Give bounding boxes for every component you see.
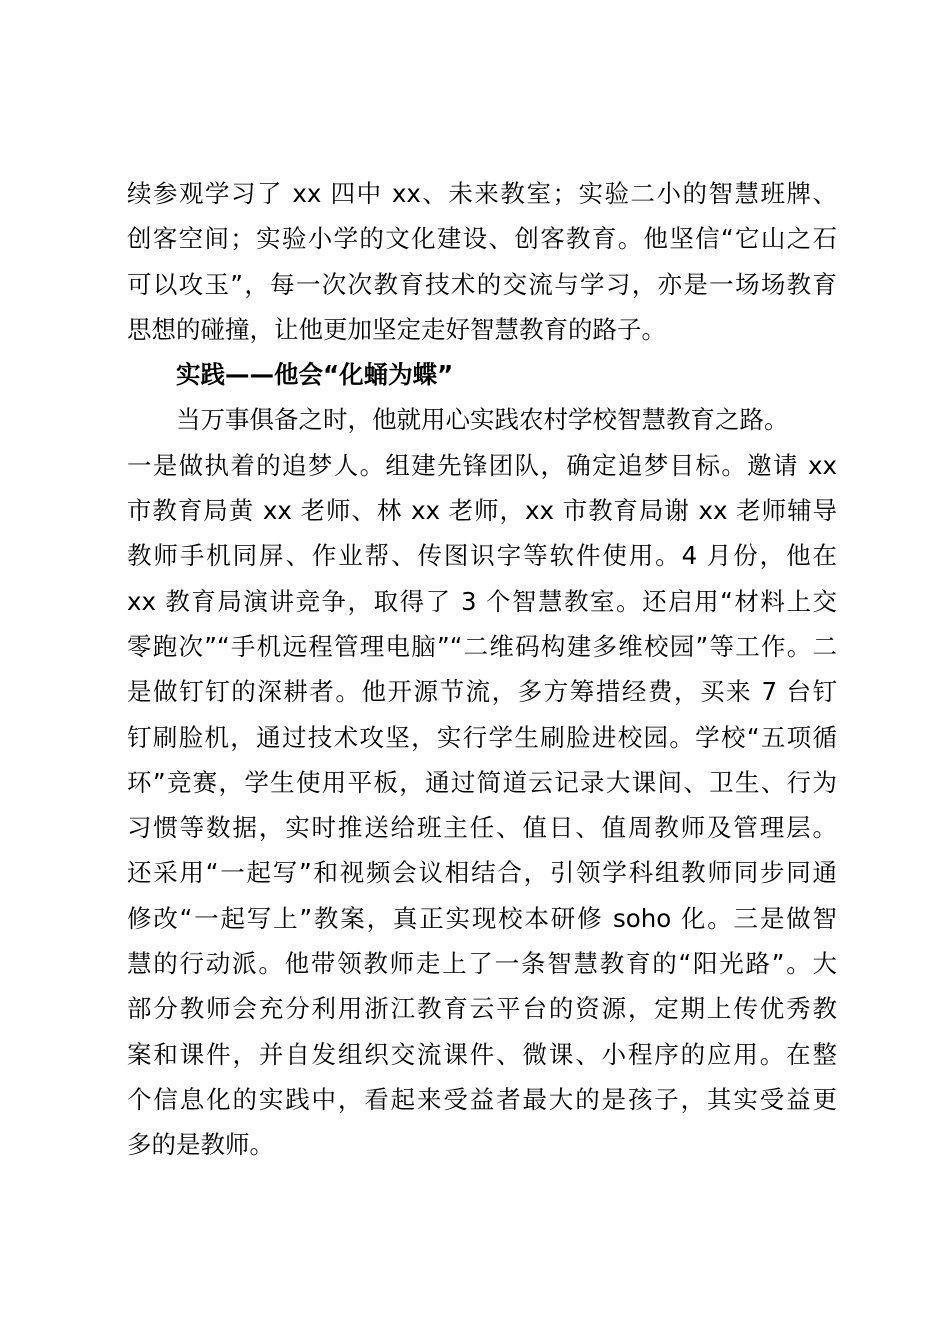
paragraph-line: 零跑次”“手机远程管理电脑”“二维码构建多维校园”等工作。二 — [127, 631, 837, 661]
paragraph-line: 习惯等数据，实时推送给班主任、值日、值周教师及管理层。 — [127, 813, 837, 843]
paragraph-line: 修改“一起写上”教案，真正实现校本研修 soho 化。三是做智 — [127, 903, 837, 933]
paragraph-line: 市教育局黄 xx 老师、林 xx 老师，xx 市教育局谢 xx 老师辅导 — [127, 496, 837, 526]
paragraph-line: 个信息化的实践中，看起来受益者最大的是孩子，其实受益更 — [127, 1084, 837, 1114]
paragraph-line: 环”竞赛，学生使用平板，通过简道云记录大课间、卫生、行为 — [127, 767, 837, 797]
paragraph-line: 创客空间；实验小学的文化建设、创客教育。他坚信“它山之石 — [127, 224, 837, 254]
paragraph-line: 部分教师会充分利用浙江教育云平台的资源，定期上传优秀教 — [127, 994, 837, 1024]
paragraph-line: 多的是教师。 — [127, 1130, 274, 1160]
paragraph-line: 慧的行动派。他带领教师走上了一条智慧教育的“阳光路”。大 — [127, 949, 837, 979]
paragraph-line: 还采用“一起写”和视频会议相结合，引领学科组教师同步同通 — [127, 858, 837, 888]
paragraph-line: 是做钉钉的深耕者。他开源节流，多方筹措经费，买来 7 台钉 — [127, 677, 837, 707]
paragraph-line: 案和课件，并自发组织交流课件、微课、小程序的应用。在整 — [127, 1039, 837, 1069]
document-body — [127, 171, 837, 1168]
paragraph-line: 可以攻玉”，每一次次教育技术的交流与学习，亦是一场场教育 — [127, 269, 837, 299]
paragraph-line: 续参观学习了 xx 四中 xx、未来教室；实验二小的智慧班牌、 — [127, 179, 837, 208]
section-heading: 实践——他会“化蛹为蝶” — [176, 360, 454, 390]
paragraph-line: 钉刷脸机，通过技术攻坚，实行学生刷脸进校园。学校“五项循 — [127, 722, 837, 752]
paragraph-line: xx 教育局演讲竞争，取得了 3 个智慧教室。还启用“材料上交 — [127, 586, 837, 616]
paragraph-line: 当万事俱备之时，他就用心实践农村学校智慧教育之路。 — [176, 405, 789, 435]
paragraph-line: 教师手机同屏、作业帮、传图识字等软件使用。4 月份，他在 — [127, 541, 837, 571]
paragraph-line: 一是做执着的追梦人。组建先锋团队，确定追梦目标。邀请 xx — [127, 450, 837, 480]
paragraph-line: 思想的碰撞，让他更加坚定走好智慧教育的路子。 — [127, 314, 666, 344]
